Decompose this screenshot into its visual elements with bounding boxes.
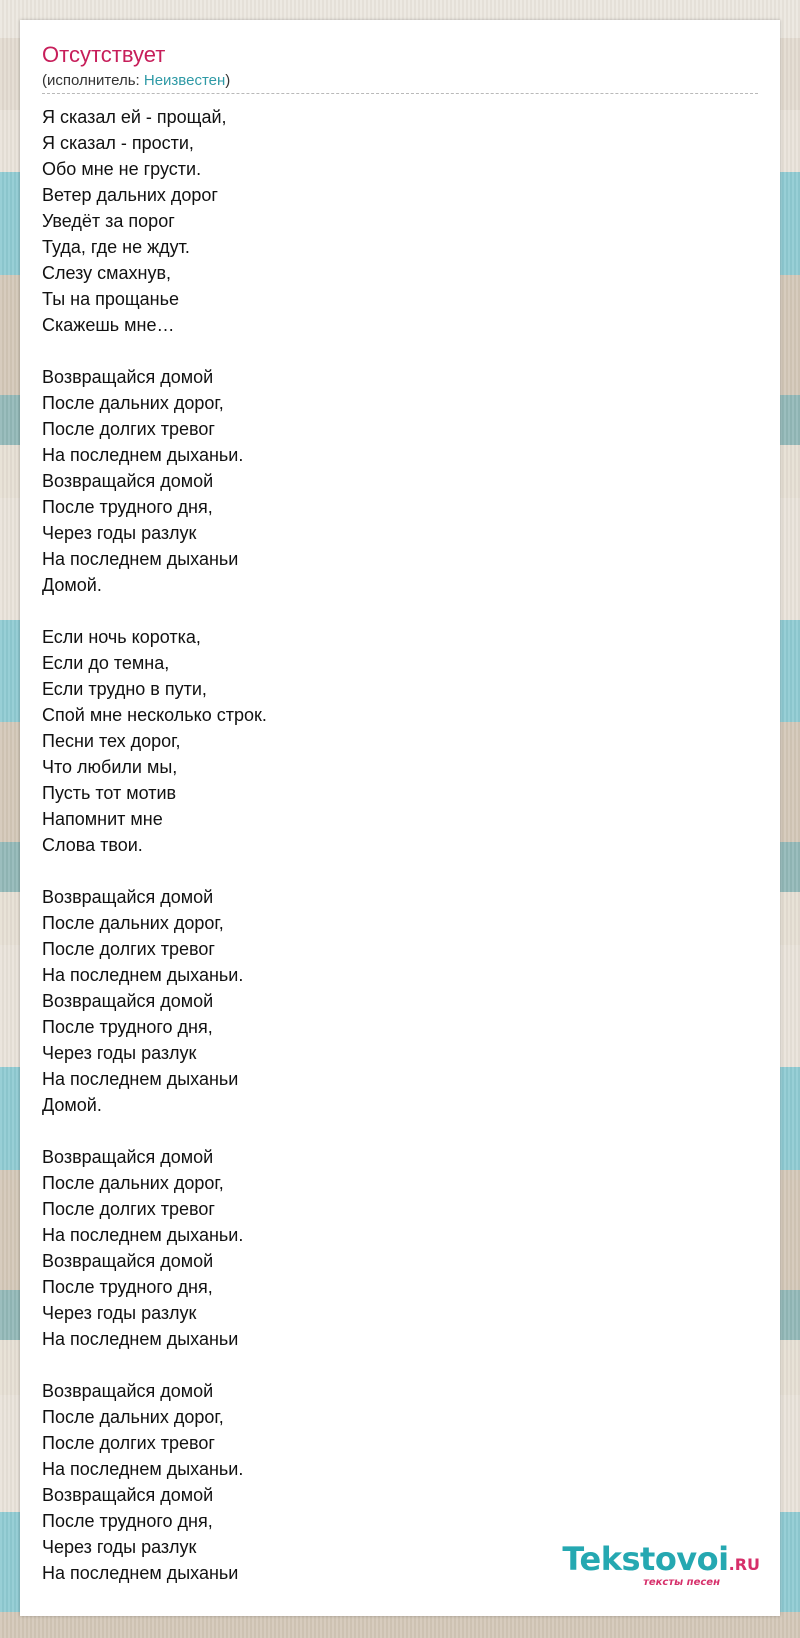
- lyric-line: Пусть тот мотив: [42, 783, 177, 803]
- logo-name: Tekstovoi: [562, 1540, 729, 1578]
- lyrics-verse: [42, 104, 742, 338]
- lyric-line: Скажешь мне…: [42, 315, 175, 335]
- lyric-line: На последнем дыханьи.: [42, 1459, 244, 1479]
- lyric-line: Возвращайся домой: [42, 1381, 214, 1401]
- artist-suffix: ): [225, 72, 231, 89]
- lyric-line: Возвращайся домой: [42, 367, 214, 387]
- lyric-line: На последнем дыханьи.: [42, 965, 244, 985]
- lyric-line: После трудного дня,: [42, 1017, 213, 1037]
- lyric-line: На последнем дыханьи.: [42, 1225, 244, 1245]
- lyric-line: Если ночь коротка,: [42, 627, 201, 647]
- lyric-line: Возвращайся домой: [42, 1485, 214, 1505]
- lyric-line: Домой.: [42, 1095, 102, 1115]
- lyric-line: После дальних дорог,: [42, 393, 224, 413]
- lyric-line: После дальних дорог,: [42, 1173, 224, 1193]
- lyric-line: После дальних дорог,: [42, 1407, 224, 1427]
- lyric-line: После трудного дня,: [42, 497, 213, 517]
- lyric-line: Через годы разлук: [42, 523, 197, 543]
- lyric-line: Возвращайся домой: [42, 991, 214, 1011]
- lyric-line: После долгих тревог: [42, 419, 215, 439]
- lyric-line: Уведёт за порог: [42, 211, 175, 231]
- lyric-line: Я сказал - прости,: [42, 133, 194, 153]
- lyric-line: Что любили мы,: [42, 757, 178, 777]
- lyric-line: Возвращайся домой: [42, 471, 214, 491]
- lyrics-verse: [42, 1144, 742, 1352]
- lyric-line: Спой мне несколько строк.: [42, 705, 267, 725]
- song-title: Отсутствует: [42, 42, 166, 67]
- lyric-line: На последнем дыханьи: [42, 549, 239, 569]
- site-logo[interactable]: [562, 1540, 760, 1588]
- lyric-line: Возвращайся домой: [42, 1251, 214, 1271]
- artist-line: [42, 72, 758, 94]
- lyric-line: Возвращайся домой: [42, 887, 214, 907]
- lyrics-verse: [42, 884, 742, 1118]
- lyric-line: Возвращайся домой: [42, 1147, 214, 1167]
- lyric-line: После долгих тревог: [42, 939, 215, 959]
- lyric-line: На последнем дыханьи: [42, 1069, 239, 1089]
- lyric-line: Напомнит мне: [42, 809, 163, 829]
- lyrics-verse: [42, 624, 742, 858]
- lyric-line: После трудного дня,: [42, 1511, 213, 1531]
- logo-tld: .RU: [728, 1555, 760, 1574]
- lyric-line: Домой.: [42, 575, 102, 595]
- artist-link[interactable]: Неизвестен: [143, 72, 226, 89]
- lyric-line: Туда, где не ждут.: [42, 237, 190, 257]
- lyric-line: Я сказал ей - прощай,: [42, 107, 227, 127]
- lyrics-card: [20, 20, 780, 1616]
- lyrics-verse: [42, 364, 742, 598]
- lyric-line: Через годы разлук: [42, 1537, 197, 1557]
- lyric-line: После трудного дня,: [42, 1277, 213, 1297]
- lyrics-body: [42, 104, 742, 1612]
- lyric-line: Ты на прощанье: [42, 289, 180, 309]
- lyric-line: На последнем дыханьи.: [42, 445, 244, 465]
- lyric-line: Слезу смахнув,: [42, 263, 172, 283]
- lyric-line: Ветер дальних дорог: [42, 185, 218, 205]
- lyric-line: Слова твои.: [42, 835, 143, 855]
- lyric-line: Через годы разлук: [42, 1043, 197, 1063]
- lyric-line: На последнем дыханьи: [42, 1563, 239, 1583]
- lyric-line: После долгих тревог: [42, 1433, 215, 1453]
- lyric-line: На последнем дыханьи: [42, 1329, 239, 1349]
- lyric-line: После дальних дорог,: [42, 913, 224, 933]
- lyric-line: Песни тех дорог,: [42, 731, 181, 751]
- lyric-line: Если трудно в пути,: [42, 679, 207, 699]
- lyric-line: Через годы разлук: [42, 1303, 197, 1323]
- logo-tagline: тексты песен: [643, 1577, 720, 1588]
- lyric-line: Обо мне не грусти.: [42, 159, 202, 179]
- lyric-line: После долгих тревог: [42, 1199, 215, 1219]
- artist-prefix: (исполнитель:: [42, 72, 144, 89]
- lyric-line: Если до темна,: [42, 653, 170, 673]
